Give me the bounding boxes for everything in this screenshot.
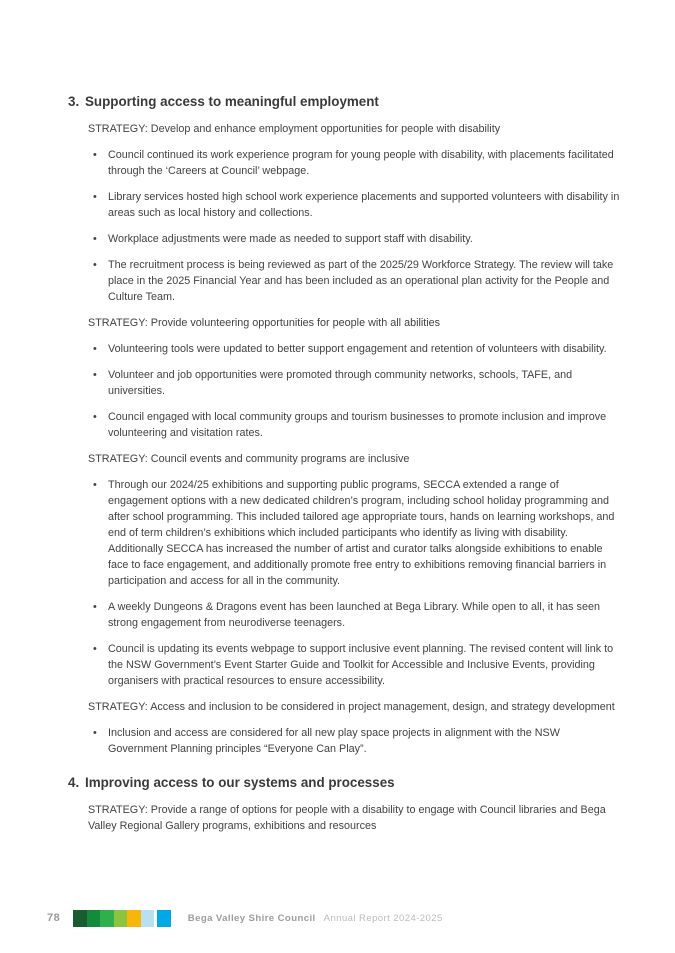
- page-number: 78: [47, 912, 61, 924]
- section-heading: [68, 775, 620, 790]
- bullet-item: • The recruitment process is being reviewed as part of the 2025/29 Workforce Strategy. The review will take place in the 2025 Financial Year and has been included as an operational plan activity for the People and Culture Team.: [92, 257, 620, 305]
- color-square: [157, 910, 171, 927]
- strategy-line: STRATEGY: Provide a range of options for people with a disability to engage with Council libraries and Bega Valley Regional Gallery programs, exhibitions and resources: [88, 804, 606, 832]
- bullet-item: • Through our 2024/25 exhibitions and supporting public programs, SECCA extended a range of engagement options with a new dedicated children’s program, including school holiday programming and after school programming. This included tailored age appropriate tours, hands on learning workshops, and end of term children’s exhibitions which included participants who identify as living with disability. Additionally SECCA has increased the number of artist and curator talks alongside exhibitions to enable face to face engagement, and additionally promote free entry to exhibitions removing financial barriers in participation and access for all in the community.: [92, 477, 620, 589]
- color-square: [100, 910, 114, 927]
- bullet-list: [92, 725, 620, 757]
- strategy-line: STRATEGY: Provide volunteering opportunities for people with all abilities: [88, 317, 441, 329]
- footer-brand: Bega Valley Shire Council: [187, 912, 316, 924]
- color-square: [114, 910, 128, 927]
- bullet-item: • Council is updating its events webpage to support inclusive event planning. The revised content will link to the NSW Government’s Event Starter Guide and Toolkit for Accessible and Inclusive Events, providing organisers with practical resources to ensure accessibility.: [92, 641, 620, 689]
- bullet-list: [92, 477, 620, 689]
- footer-report-title: Annual Report 2024-2025: [323, 912, 443, 924]
- bullet-item: • Inclusion and access are considered for all new play space projects in alignment with the NSW Government Planning principles “Everyone Can Play”.: [92, 725, 620, 757]
- footer-text: [188, 913, 443, 924]
- section-heading: [68, 94, 620, 109]
- bullet-item: • Council continued its work experience program for young people with disability, with placements facilitated through the ‘Careers at Council’ webpage.: [92, 147, 620, 179]
- bullet-list: [92, 341, 620, 441]
- section-number: 3.: [68, 94, 80, 109]
- section-title: Supporting access to meaningful employment: [85, 94, 379, 109]
- bullet-item: • A weekly Dungeons & Dragons event has been launched at Bega Library. While open to all, it has seen strong engagement from neurodiverse teenagers.: [92, 599, 620, 631]
- bullet-item: • Volunteer and job opportunities were promoted through community networks, schools, TAFE, and universities.: [92, 367, 620, 399]
- strategy-line: STRATEGY: Access and inclusion to be considered in project management, design, and strategy development: [88, 701, 615, 713]
- color-square: [87, 910, 101, 927]
- section-number: 4.: [68, 775, 80, 790]
- color-square: [127, 910, 141, 927]
- bullet-item: • Council engaged with local community groups and tourism businesses to promote inclusion and improve volunteering and visitation rates.: [92, 409, 620, 441]
- strategy-line: STRATEGY: Develop and enhance employment opportunities for people with disability: [88, 123, 501, 135]
- bullet-item: • Volunteering tools were updated to better support engagement and retention of volunteers with disability.: [92, 341, 620, 357]
- color-square: [141, 910, 155, 927]
- bullet-item: • Library services hosted high school work experience placements and supported volunteers with disability in areas such as local history and collections.: [92, 189, 620, 221]
- color-square: [73, 910, 87, 927]
- bullet-list: [92, 147, 620, 305]
- strategy-line: STRATEGY: Council events and community programs are inclusive: [88, 453, 410, 465]
- bullet-item: • Workplace adjustments were made as needed to support staff with disability.: [92, 231, 620, 247]
- page-footer: [0, 906, 675, 930]
- footer-color-bar: [73, 910, 171, 927]
- section-title: Improving access to our systems and processes: [85, 775, 395, 790]
